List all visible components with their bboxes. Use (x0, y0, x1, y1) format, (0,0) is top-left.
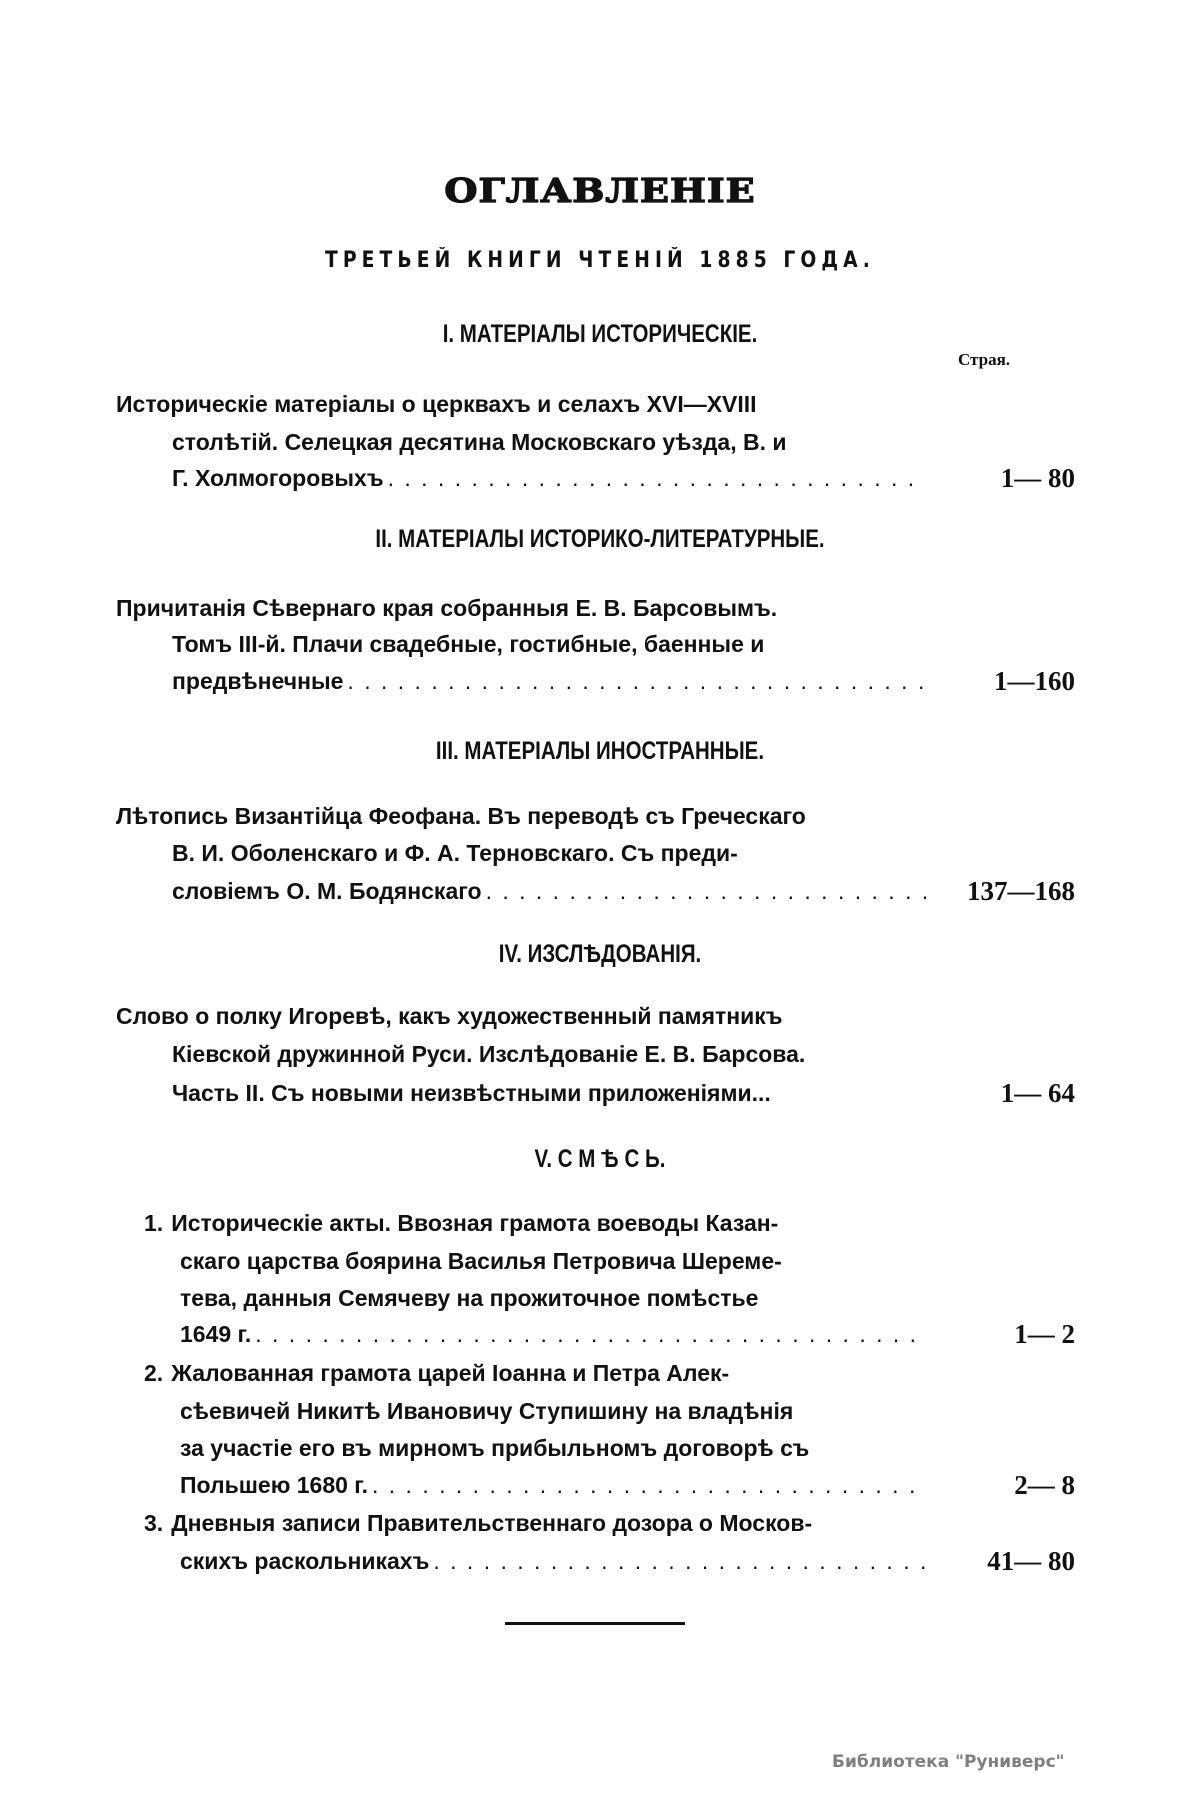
section-heading-3: III. МАТЕРІАЛЫ ИНОСТРАННЫЕ. (435, 737, 765, 765)
toc-entry-line (180, 1395, 926, 1427)
dot-leader (372, 1469, 926, 1501)
dot-leader (347, 665, 926, 697)
toc-entry-line (172, 665, 926, 697)
dot-leader (433, 1545, 926, 1577)
toc-entry-line (180, 1318, 926, 1350)
entry-text: Томъ III-й. Плачи свадебные, гостибные, баенные и (172, 631, 765, 657)
entry-text: за участіе его въ мирномъ прибыльномъ договорѣ съ (180, 1435, 810, 1461)
page-range: 1—160 (994, 666, 1075, 696)
toc-entry-line (116, 800, 926, 832)
entry-text: Часть II. Съ новыми неизвѣстными приложеніями... (172, 1080, 771, 1106)
toc-entry-line (116, 388, 926, 420)
toc-entry-line (144, 1207, 926, 1239)
entry-text: Историческіе акты. Ввозная грамота воеводы Казан- (171, 1210, 779, 1236)
page-subtitle: ТРЕТЬЕЙ КНИГИ ЧТЕНІЙ 1885 ГОДА. (325, 248, 875, 273)
toc-entry-line (172, 1038, 926, 1070)
entry-text: сѣевичей Никитѣ Ивановичу Ступишину на владѣнія (180, 1398, 794, 1424)
dot-leader (388, 462, 926, 494)
toc-entry-line (172, 462, 926, 494)
page-range: 1— 2 (1014, 1319, 1075, 1349)
entry-text: Дневныя записи Правительственнаго дозора о Москов- (171, 1510, 813, 1536)
entry-text: Г. Холмогоровыхъ (172, 465, 384, 491)
dot-leader (486, 875, 926, 907)
toc-entry-line (116, 592, 926, 624)
page-range: 2— 8 (1014, 1470, 1075, 1500)
entry-text: столѣтій. Селецкая десятина Московскаго уѣзда, В. и (172, 429, 787, 455)
toc-entry-line (172, 628, 926, 660)
page-range: 41— 80 (987, 1546, 1075, 1576)
page-title: ОГЛАВЛЕНІЕ (444, 171, 756, 210)
toc-entry-line (116, 1000, 926, 1032)
entry-text: скихъ раскольникахъ (180, 1548, 430, 1574)
toc-entry-line (144, 1357, 926, 1389)
entry-text: В. И. Оболенскаго и Ф. А. Терновскаго. Съ преди- (172, 840, 738, 866)
entry-text: Кіевской дружинной Руси. Изслѣдованіе Е. В. Барсова. (172, 1041, 806, 1067)
page-range: 137—168 (967, 876, 1075, 906)
dot-leader (255, 1318, 926, 1350)
toc-entry-line (172, 1077, 926, 1109)
entry-text: тева, данныя Семячеву на прожиточное помѣстье (180, 1285, 759, 1311)
entry-text: Историческіе матеріалы о церквахъ и селахъ XVI—XVIII (116, 391, 757, 417)
entry-text: скаго царства боярина Василья Петровича Шереме- (180, 1248, 782, 1274)
entry-text: Лѣтопись Византійца Феофана. Въ переводѣ съ Греческаго (116, 803, 806, 829)
entry-number: 2. (144, 1360, 164, 1386)
pages-column-label: Страя. (958, 350, 1011, 369)
section-heading-5: V. С М Ѣ С Ь. (534, 1145, 666, 1173)
toc-entry-line (172, 426, 926, 458)
entry-text: Причитанія Сѣвернаго края собранныя Е. В. Барсовымъ. (116, 595, 778, 621)
toc-entry-line (180, 1469, 926, 1501)
toc-entry-line (180, 1245, 926, 1277)
section-heading-2: II. МАТЕРІАЛЫ ИСТОРИКО-ЛИТЕРАТУРНЫЕ. (375, 525, 825, 553)
toc-entry-line (172, 875, 926, 907)
entry-text: Жалованная грамота царей Іоанна и Петра Алек- (171, 1360, 730, 1386)
entry-text: Польшею 1680 г. (180, 1472, 368, 1498)
toc-entry-line (180, 1432, 926, 1464)
page-range: 1— 64 (1000, 1078, 1075, 1108)
entry-number: 3. (144, 1510, 164, 1536)
section-heading-4: IV. ИЗСЛѢДОВАНІЯ. (498, 940, 702, 968)
entry-text: 1649 г. (180, 1321, 252, 1347)
entry-text: словіемъ О. М. Бодянскаго (172, 878, 482, 904)
library-watermark: Библиотека "Руниверс" (832, 1752, 1065, 1772)
entry-number: 1. (144, 1210, 164, 1236)
closing-rule (505, 1622, 685, 1625)
entry-text: Слово о полку Игоревѣ, какъ художественный памятникъ (116, 1003, 783, 1029)
entry-text: предвѣнечные (172, 668, 344, 694)
toc-entry-line (180, 1545, 926, 1577)
toc-entry-line (172, 837, 926, 869)
toc-entry-line (180, 1282, 926, 1314)
section-heading-1: I. МАТЕРІАЛЫ ИСТОРИЧЕСКІЕ. (442, 320, 758, 348)
toc-entry-line (144, 1507, 926, 1539)
page-range: 1— 80 (1000, 463, 1075, 493)
